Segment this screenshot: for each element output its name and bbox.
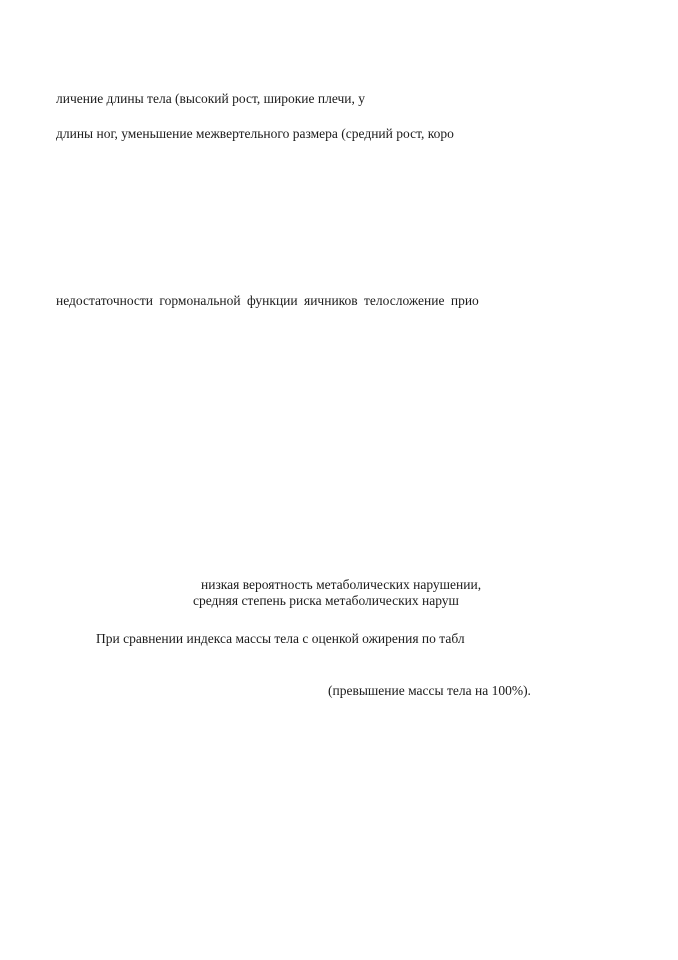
text-line-bmi-comparison: При сравнении индекса массы тела с оценкой ожирения по табл	[96, 631, 465, 646]
text-line-low-risk: низкая вероятность метаболических нарушении,	[201, 577, 482, 592]
text-line-leg-length: длины ног, уменьшение межвертельного размера (средний рост, коро	[56, 126, 454, 141]
text-line-medium-risk: средняя степень риска метаболических наруш	[193, 593, 459, 608]
text-line-overweight-100: (превышение массы тела на 100%).	[328, 683, 531, 698]
text-line-body-height: личение длины тела (высокий рост, широкие плечи, у	[56, 91, 365, 106]
text-line-ovarian-insufficiency: недостаточности гормональной функции яичников телосложение прио	[56, 293, 479, 308]
